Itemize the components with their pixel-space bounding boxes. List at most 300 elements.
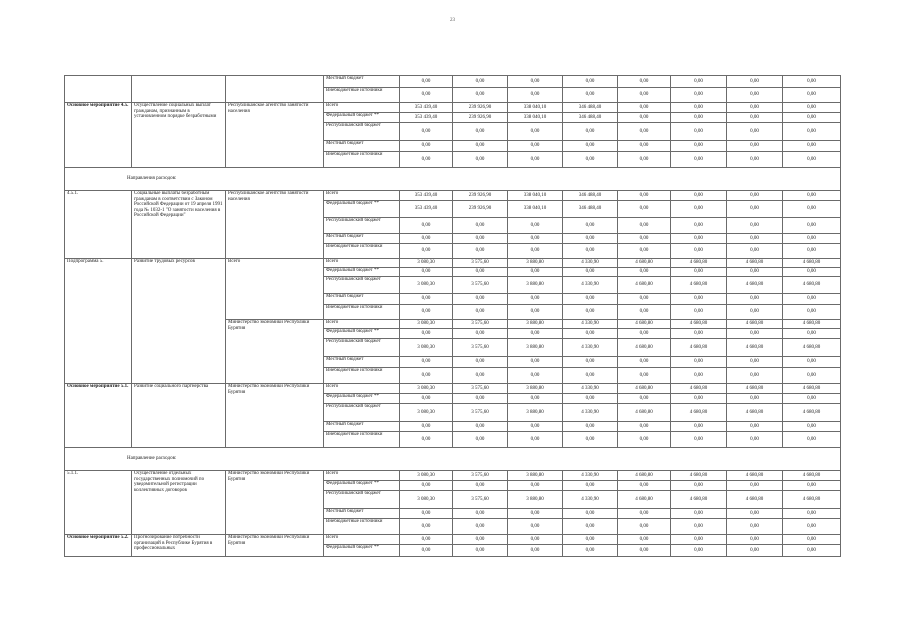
amount-cell: 3 080,30 xyxy=(400,277,453,294)
amount-cell: 4 680,80 xyxy=(727,277,783,294)
amount-cell: 0,00 xyxy=(453,432,508,448)
amount-cell: 4 330,90 xyxy=(563,471,618,481)
amount-cell: 4 680,80 xyxy=(618,277,671,294)
amount-cell: 3 880,80 xyxy=(508,320,563,329)
amount-cell: 4 330,90 xyxy=(563,320,618,329)
amount-cell: 3 880,80 xyxy=(508,277,563,294)
amount-cell: 0,00 xyxy=(727,305,783,320)
amount-cell: 0,00 xyxy=(671,368,727,384)
amount-cell: 0,00 xyxy=(783,294,841,305)
amount-cell: 3 080,30 xyxy=(400,471,453,481)
amount-cell: 0,00 xyxy=(783,113,841,123)
executor: Министерство экономики Республики Бурятия xyxy=(226,320,324,384)
amount-cell: 338 040,10 xyxy=(508,201,563,218)
amount-cell: 0,00 xyxy=(783,535,841,545)
amount-cell: 0,00 xyxy=(783,394,841,404)
funding-source: Республиканский бюджет xyxy=(324,491,400,509)
amount-cell: 0,00 xyxy=(783,329,841,339)
amount-cell: 0,00 xyxy=(400,218,453,234)
amount-cell: 0,00 xyxy=(618,432,671,448)
amount-cell: 0,00 xyxy=(453,294,508,305)
amount-cell: 0,00 xyxy=(783,509,841,519)
amount-cell: 0,00 xyxy=(453,305,508,320)
amount-cell: 4 680,80 xyxy=(727,384,783,394)
amount-cell: 0,00 xyxy=(783,268,841,277)
amount-cell: 3 575,60 xyxy=(453,339,508,357)
amount-cell: 0,00 xyxy=(783,218,841,234)
amount-cell: 0,00 xyxy=(563,329,618,339)
amount-cell: 4 680,80 xyxy=(671,491,727,509)
amount-cell: 0,00 xyxy=(400,422,453,432)
amount-cell: 0,00 xyxy=(727,422,783,432)
table-row xyxy=(65,535,841,545)
amount-cell: 0,00 xyxy=(563,394,618,404)
amount-cell: 3 080,30 xyxy=(400,404,453,422)
amount-cell: 338 040,10 xyxy=(508,191,563,201)
section-heading: Направления расходов: xyxy=(65,168,841,191)
amount-cell: 0,00 xyxy=(563,123,618,141)
amount-cell: 0,00 xyxy=(727,76,783,88)
amount-cell: 0,00 xyxy=(618,519,671,535)
amount-cell: 0,00 xyxy=(727,244,783,259)
amount-cell: 0,00 xyxy=(508,509,563,519)
program-name: Социальные выплаты безработным гражданам в соответствии с Законом Российской Федерации от 19 апреля 1991 года № 1032-1 "О занятости населения в Российской Федерации" xyxy=(132,191,226,259)
amount-cell: 3 575,60 xyxy=(453,277,508,294)
amount-cell: 4 680,80 xyxy=(783,277,841,294)
funding-source: Федеральный бюджет ** xyxy=(324,481,400,491)
amount-cell: 0,00 xyxy=(671,432,727,448)
amount-cell: 4 680,80 xyxy=(618,404,671,422)
amount-cell: 4 330,90 xyxy=(563,491,618,509)
funding-source: Федеральный бюджет ** xyxy=(324,268,400,277)
amount-cell: 0,00 xyxy=(508,394,563,404)
amount-cell: 0,00 xyxy=(563,519,618,535)
amount-cell: 0,00 xyxy=(618,481,671,491)
amount-cell: 0,00 xyxy=(453,244,508,259)
amount-cell: 0,00 xyxy=(671,141,727,152)
funding-source: Федеральный бюджет ** xyxy=(324,113,400,123)
amount-cell: 0,00 xyxy=(671,305,727,320)
amount-cell: 346 488,40 xyxy=(563,201,618,218)
amount-cell: 0,00 xyxy=(563,535,618,545)
amount-cell: 0,00 xyxy=(453,422,508,432)
amount-cell: 0,00 xyxy=(400,481,453,491)
amount-cell: 0,00 xyxy=(727,432,783,448)
amount-cell: 4 680,80 xyxy=(783,404,841,422)
amount-cell: 0,00 xyxy=(453,368,508,384)
amount-cell: 4 680,80 xyxy=(618,491,671,509)
amount-cell: 0,00 xyxy=(453,88,508,103)
amount-cell: 3 575,60 xyxy=(453,471,508,481)
funding-source: Федеральный бюджет ** xyxy=(324,545,400,557)
amount-cell: 0,00 xyxy=(508,294,563,305)
table-row xyxy=(65,471,841,481)
amount-cell: 0,00 xyxy=(783,191,841,201)
funding-source: Всего xyxy=(324,320,400,329)
amount-cell: 3 880,80 xyxy=(508,384,563,394)
amount-cell: 0,00 xyxy=(671,218,727,234)
amount-cell: 0,00 xyxy=(618,191,671,201)
executor: Республиканское агентство занятости населения xyxy=(226,103,324,168)
amount-cell: 0,00 xyxy=(563,141,618,152)
amount-cell: 0,00 xyxy=(727,519,783,535)
amount-cell: 0,00 xyxy=(618,201,671,218)
amount-cell: 4 680,80 xyxy=(727,404,783,422)
program-code: 4.5.1. xyxy=(65,191,132,259)
amount-cell: 0,00 xyxy=(563,368,618,384)
amount-cell: 0,00 xyxy=(671,244,727,259)
amount-cell: 4 680,80 xyxy=(671,471,727,481)
amount-cell: 3 880,80 xyxy=(508,491,563,509)
amount-cell: 3 880,80 xyxy=(508,259,563,268)
funding-source: Федеральный бюджет ** xyxy=(324,201,400,218)
amount-cell: 0,00 xyxy=(453,545,508,557)
amount-cell: 0,00 xyxy=(618,218,671,234)
amount-cell: 0,00 xyxy=(727,394,783,404)
amount-cell: 0,00 xyxy=(671,152,727,168)
amount-cell: 0,00 xyxy=(727,234,783,244)
amount-cell: 0,00 xyxy=(508,268,563,277)
amount-cell: 0,00 xyxy=(783,545,841,557)
amount-cell: 0,00 xyxy=(453,509,508,519)
amount-cell: 0,00 xyxy=(563,357,618,368)
amount-cell: 3 080,30 xyxy=(400,259,453,268)
amount-cell: 0,00 xyxy=(671,234,727,244)
amount-cell: 0,00 xyxy=(618,422,671,432)
amount-cell: 0,00 xyxy=(618,76,671,88)
amount-cell: 0,00 xyxy=(563,152,618,168)
executor: Республиканское агентство занятости населения xyxy=(226,191,324,259)
amount-cell: 0,00 xyxy=(783,88,841,103)
section-row xyxy=(65,448,841,471)
amount-cell: 0,00 xyxy=(563,432,618,448)
amount-cell: 3 080,30 xyxy=(400,320,453,329)
funding-source: Местный бюджет xyxy=(324,234,400,244)
amount-cell: 0,00 xyxy=(563,294,618,305)
table-row xyxy=(65,191,841,201)
amount-cell: 0,00 xyxy=(618,234,671,244)
executor: Министерство экономики Республики Бурятия xyxy=(226,384,324,448)
amount-cell: 0,00 xyxy=(783,234,841,244)
executor: Министерство экономики Республики Бурятия xyxy=(226,535,324,557)
amount-cell: 0,00 xyxy=(618,394,671,404)
funding-source: Внебюджетные источники xyxy=(324,368,400,384)
amount-cell: 0,00 xyxy=(508,432,563,448)
amount-cell: 3 575,60 xyxy=(453,384,508,394)
amount-cell: 4 680,80 xyxy=(671,339,727,357)
amount-cell: 353 439,40 xyxy=(400,201,453,218)
amount-cell: 0,00 xyxy=(783,368,841,384)
amount-cell: 0,00 xyxy=(671,294,727,305)
executor: Всего xyxy=(226,259,324,320)
amount-cell: 0,00 xyxy=(618,88,671,103)
table-row xyxy=(65,76,841,88)
amount-cell: 0,00 xyxy=(563,268,618,277)
program-name: Осуществление отдельных государственных полномочий по уведомительной регистрации коллективных договоров xyxy=(132,471,226,535)
amount-cell: 0,00 xyxy=(671,123,727,141)
amount-cell: 0,00 xyxy=(671,509,727,519)
funding-source: Всего xyxy=(324,471,400,481)
amount-cell: 0,00 xyxy=(508,535,563,545)
amount-cell: 353 439,40 xyxy=(400,191,453,201)
amount-cell: 4 680,80 xyxy=(671,259,727,268)
amount-cell: 0,00 xyxy=(671,535,727,545)
amount-cell: 0,00 xyxy=(727,152,783,168)
amount-cell: 0,00 xyxy=(400,535,453,545)
amount-cell: 0,00 xyxy=(508,481,563,491)
funding-source: Внебюджетные источники xyxy=(324,305,400,320)
amount-cell: 0,00 xyxy=(783,519,841,535)
amount-cell: 4 680,80 xyxy=(671,384,727,394)
amount-cell: 0,00 xyxy=(400,519,453,535)
table-body xyxy=(65,76,841,557)
amount-cell: 0,00 xyxy=(400,244,453,259)
budget-table xyxy=(64,75,841,557)
amount-cell: 0,00 xyxy=(563,481,618,491)
page-number: 23 xyxy=(450,18,455,23)
amount-cell: 0,00 xyxy=(783,103,841,113)
amount-cell: 0,00 xyxy=(671,268,727,277)
amount-cell: 0,00 xyxy=(563,76,618,88)
funding-source: Местный бюджет xyxy=(324,294,400,305)
table-row xyxy=(65,259,841,268)
amount-cell: 0,00 xyxy=(727,294,783,305)
program-code: Основное мероприятие 4.5. xyxy=(65,103,132,168)
amount-cell: 353 439,40 xyxy=(400,103,453,113)
amount-cell: 338 040,10 xyxy=(508,113,563,123)
amount-cell: 0,00 xyxy=(400,268,453,277)
amount-cell: 4 330,90 xyxy=(563,404,618,422)
amount-cell: 353 439,40 xyxy=(400,113,453,123)
amount-cell: 4 330,90 xyxy=(563,277,618,294)
program-code: 5.1.1. xyxy=(65,471,132,535)
amount-cell: 0,00 xyxy=(727,268,783,277)
amount-cell: 0,00 xyxy=(618,535,671,545)
amount-cell: 239 926,90 xyxy=(453,201,508,218)
amount-cell: 0,00 xyxy=(508,76,563,88)
amount-cell: 0,00 xyxy=(563,305,618,320)
amount-cell: 0,00 xyxy=(453,152,508,168)
amount-cell: 0,00 xyxy=(671,422,727,432)
funding-source: Местный бюджет xyxy=(324,509,400,519)
amount-cell: 239 926,90 xyxy=(453,191,508,201)
table-row xyxy=(65,103,841,113)
amount-cell: 3 080,30 xyxy=(400,339,453,357)
amount-cell: 0,00 xyxy=(453,329,508,339)
amount-cell: 0,00 xyxy=(618,103,671,113)
amount-cell: 346 488,40 xyxy=(563,103,618,113)
program-name: Осуществление социальных выплат гражданам, признанным в установленном порядке безработными xyxy=(132,103,226,168)
amount-cell: 4 680,80 xyxy=(783,491,841,509)
amount-cell: 0,00 xyxy=(727,481,783,491)
amount-cell: 0,00 xyxy=(400,357,453,368)
amount-cell: 4 680,80 xyxy=(783,320,841,329)
amount-cell: 0,00 xyxy=(671,88,727,103)
amount-cell: 0,00 xyxy=(508,218,563,234)
amount-cell: 0,00 xyxy=(453,535,508,545)
amount-cell: 0,00 xyxy=(671,113,727,123)
amount-cell: 0,00 xyxy=(727,509,783,519)
amount-cell: 0,00 xyxy=(727,123,783,141)
amount-cell: 0,00 xyxy=(727,88,783,103)
amount-cell: 346 488,40 xyxy=(563,191,618,201)
funding-source: Республиканский бюджет xyxy=(324,277,400,294)
amount-cell: 0,00 xyxy=(563,545,618,557)
amount-cell: 0,00 xyxy=(783,123,841,141)
amount-cell: 0,00 xyxy=(727,368,783,384)
program-code: Основное мероприятие 5.1. xyxy=(65,384,132,448)
table-row xyxy=(65,384,841,394)
amount-cell: 0,00 xyxy=(453,394,508,404)
funding-source: Местный бюджет xyxy=(324,357,400,368)
amount-cell: 0,00 xyxy=(508,234,563,244)
amount-cell: 3 880,80 xyxy=(508,404,563,422)
amount-cell: 4 330,90 xyxy=(563,259,618,268)
funding-source: Республиканский бюджет xyxy=(324,218,400,234)
program-code: Основное мероприятие 5.2. xyxy=(65,535,132,557)
funding-source: Федеральный бюджет ** xyxy=(324,394,400,404)
amount-cell: 4 680,80 xyxy=(727,339,783,357)
program-name: Прогнозирование потребности организаций в Республике Бурятия в профессиональных xyxy=(132,535,226,557)
amount-cell: 0,00 xyxy=(508,305,563,320)
amount-cell: 0,00 xyxy=(727,113,783,123)
amount-cell: 0,00 xyxy=(508,123,563,141)
amount-cell: 4 680,80 xyxy=(671,320,727,329)
amount-cell: 4 330,90 xyxy=(563,339,618,357)
amount-cell: 0,00 xyxy=(400,394,453,404)
amount-cell: 0,00 xyxy=(727,545,783,557)
executor: Министерство экономики Республики Бурятия xyxy=(226,471,324,535)
funding-source: Местный бюджет xyxy=(324,422,400,432)
amount-cell: 0,00 xyxy=(671,329,727,339)
amount-cell: 0,00 xyxy=(400,141,453,152)
amount-cell: 4 680,80 xyxy=(783,339,841,357)
amount-cell: 0,00 xyxy=(508,152,563,168)
amount-cell: 0,00 xyxy=(727,329,783,339)
amount-cell: 0,00 xyxy=(783,141,841,152)
funding-source: Федеральный бюджет ** xyxy=(324,329,400,339)
amount-cell: 0,00 xyxy=(618,152,671,168)
amount-cell: 0,00 xyxy=(783,152,841,168)
amount-cell: 0,00 xyxy=(400,545,453,557)
amount-cell: 0,00 xyxy=(508,422,563,432)
amount-cell: 4 330,90 xyxy=(563,384,618,394)
amount-cell: 4 680,80 xyxy=(618,339,671,357)
amount-cell: 0,00 xyxy=(508,368,563,384)
amount-cell: 0,00 xyxy=(671,481,727,491)
funding-source: Внебюджетные источники xyxy=(324,244,400,259)
amount-cell: 0,00 xyxy=(508,141,563,152)
amount-cell: 0,00 xyxy=(508,545,563,557)
amount-cell: 0,00 xyxy=(563,509,618,519)
funding-source: Республиканский бюджет xyxy=(324,339,400,357)
amount-cell: 0,00 xyxy=(783,76,841,88)
amount-cell: 0,00 xyxy=(618,123,671,141)
funding-source: Внебюджетные источники xyxy=(324,152,400,168)
funding-source: Всего xyxy=(324,259,400,268)
amount-cell: 0,00 xyxy=(783,305,841,320)
amount-cell: 0,00 xyxy=(400,294,453,305)
amount-cell: 3 575,60 xyxy=(453,259,508,268)
funding-source: Всего xyxy=(324,384,400,394)
amount-cell: 0,00 xyxy=(618,113,671,123)
amount-cell: 0,00 xyxy=(508,519,563,535)
amount-cell: 239 926,90 xyxy=(453,113,508,123)
amount-cell: 3 880,80 xyxy=(508,339,563,357)
executor xyxy=(226,76,324,103)
amount-cell: 0,00 xyxy=(783,432,841,448)
amount-cell: 4 680,80 xyxy=(671,404,727,422)
amount-cell: 4 680,80 xyxy=(727,320,783,329)
funding-source: Местный бюджет xyxy=(324,76,400,88)
amount-cell: 0,00 xyxy=(671,519,727,535)
funding-source: Всего xyxy=(324,103,400,113)
amount-cell: 0,00 xyxy=(727,535,783,545)
funding-source: Республиканский бюджет xyxy=(324,404,400,422)
amount-cell: 0,00 xyxy=(618,368,671,384)
amount-cell: 4 680,80 xyxy=(618,259,671,268)
amount-cell: 0,00 xyxy=(671,76,727,88)
program-name: Развитие социального партнерства xyxy=(132,384,226,448)
amount-cell: 0,00 xyxy=(400,234,453,244)
amount-cell: 0,00 xyxy=(727,191,783,201)
amount-cell: 0,00 xyxy=(400,368,453,384)
amount-cell: 0,00 xyxy=(618,357,671,368)
funding-source: Внебюджетные источники xyxy=(324,519,400,535)
amount-cell: 0,00 xyxy=(400,88,453,103)
amount-cell: 0,00 xyxy=(453,481,508,491)
amount-cell: 0,00 xyxy=(618,244,671,259)
amount-cell: 0,00 xyxy=(783,357,841,368)
amount-cell: 0,00 xyxy=(671,357,727,368)
amount-cell: 0,00 xyxy=(563,422,618,432)
amount-cell: 4 680,80 xyxy=(783,259,841,268)
program-name: Развитие трудовых ресурсов xyxy=(132,259,226,384)
amount-cell: 0,00 xyxy=(783,244,841,259)
amount-cell: 4 680,80 xyxy=(783,471,841,481)
amount-cell: 0,00 xyxy=(508,88,563,103)
amount-cell: 0,00 xyxy=(618,545,671,557)
amount-cell: 0,00 xyxy=(727,357,783,368)
amount-cell: 0,00 xyxy=(618,294,671,305)
amount-cell: 3 575,60 xyxy=(453,404,508,422)
amount-cell: 0,00 xyxy=(671,103,727,113)
amount-cell: 0,00 xyxy=(671,201,727,218)
amount-cell: 0,00 xyxy=(453,268,508,277)
amount-cell: 0,00 xyxy=(783,201,841,218)
funding-source: Внебюджетные источники xyxy=(324,432,400,448)
amount-cell: 0,00 xyxy=(618,329,671,339)
amount-cell: 0,00 xyxy=(400,432,453,448)
amount-cell: 4 680,80 xyxy=(618,384,671,394)
amount-cell: 0,00 xyxy=(453,357,508,368)
amount-cell: 4 680,80 xyxy=(671,277,727,294)
amount-cell: 0,00 xyxy=(671,191,727,201)
amount-cell: 3 880,80 xyxy=(508,471,563,481)
amount-cell: 0,00 xyxy=(453,519,508,535)
funding-source: Республиканский бюджет xyxy=(324,123,400,141)
amount-cell: 0,00 xyxy=(400,509,453,519)
program-code: Подпрограмма 5. xyxy=(65,259,132,384)
program-code xyxy=(65,76,132,103)
amount-cell: 0,00 xyxy=(453,123,508,141)
amount-cell: 4 680,80 xyxy=(618,471,671,481)
amount-cell: 4 680,80 xyxy=(783,384,841,394)
amount-cell: 0,00 xyxy=(727,141,783,152)
amount-cell: 346 488,40 xyxy=(563,113,618,123)
amount-cell: 0,00 xyxy=(618,509,671,519)
amount-cell: 239 926,90 xyxy=(453,103,508,113)
